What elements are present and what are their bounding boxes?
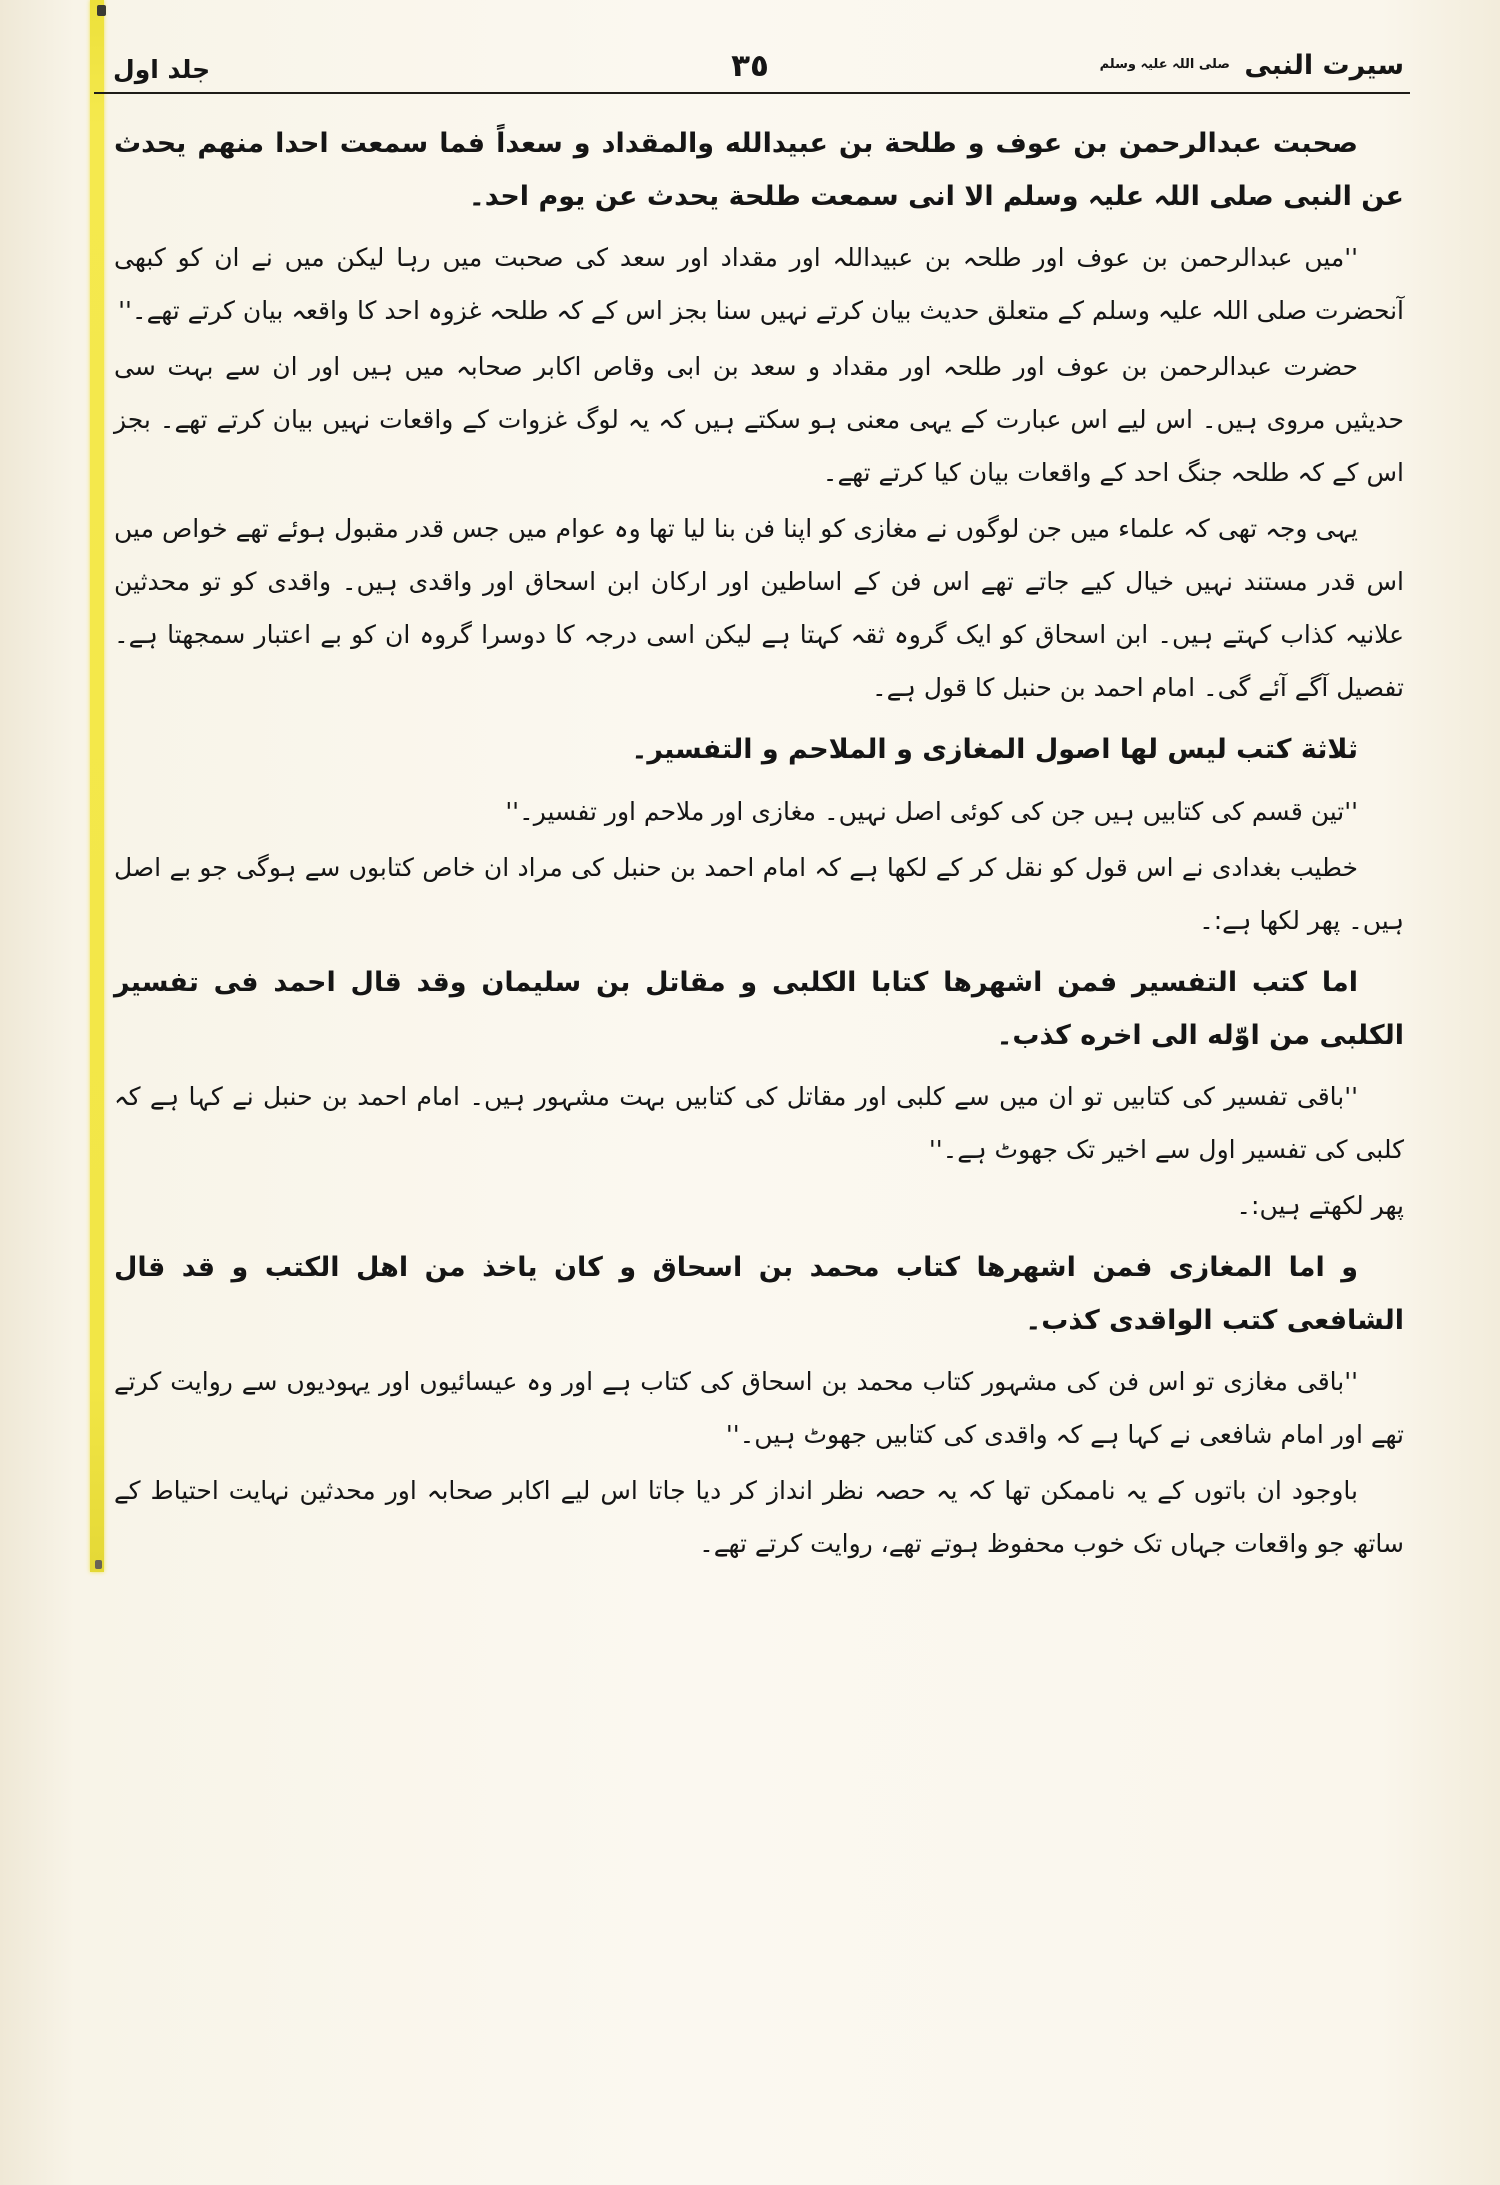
paragraph-arabic-quote: ثلاثة کتب لیس لها اصول المغازی و الملاحم و التفسیر۔ [631, 734, 1358, 766]
scan-artifact-top [97, 5, 106, 16]
paragraph-urdu-translation: ''باقی تفسیر کی کتابیں تو ان میں سے کلبی اور مقاتل کی کتابیں بہت مشہور ہیں۔ امام احمد بن حنبل نے کہا ہے کہ کلبی کی تفسیر اول سے اخیر تک جھوٹ ہے۔'' [114, 1082, 1404, 1165]
paragraph-urdu-translation: ''تین قسم کی کتابیں ہیں جن کی کوئی اصل نہیں۔ مغازی اور ملاحم اور تفسیر۔'' [505, 796, 1358, 826]
paragraph-urdu-text: خطیب بغدادی نے اس قول کو نقل کر کے لکھا ہے کہ امام احمد بن حنبل کی مراد ان خاص کتابوں سے ہوگی جو بے اصل ہیں۔ پھر لکھا ہے:۔ [114, 852, 1404, 935]
paragraph-urdu-lead-in: پھر لکھتے ہیں:۔ [1236, 1191, 1404, 1221]
binding-highlight-strip [90, 0, 104, 1572]
honorific-mark: صلی اللہ علیہ وسلم [1099, 57, 1230, 72]
book-title-text: سیرت النبی [1244, 50, 1404, 81]
paragraph-urdu-text: یہی وجہ تھی کہ علماء میں جن لوگوں نے مغازی کو اپنا فن بنا لیا تھا وہ عوام میں جس قدر مقبول ہوئے تھے خواص میں اس قدر مستند نہیں خیال کیے جاتے تھے اس فن کے اساطین اور ارکان ابن اسحاق اور واقدی ہیں۔ واقدی کو تو محدثین علانیہ کذاب کہتے ہیں۔ ابن اسحاق کو ایک گروہ ثقہ کہتا ہے لیکن اسی درجہ کا دوسرا گروہ ان کو بے اعتبار سمجھتا ہے۔ تفصیل آگے آئے گی۔ امام احمد بن حنبل کا قول ہے۔ [114, 514, 1404, 703]
header-divider [94, 92, 1410, 94]
paragraph-urdu-translation: ''باقی مغازی تو اس فن کی مشہور کتاب محمد بن اسحاق کی کتاب ہے اور وہ عیسائیوں اور یہودیوں سے روایت کرتے تھے اور امام شافعی نے کہا ہے کہ واقدی کی کتابیں جھوٹ ہیں۔'' [114, 1367, 1404, 1450]
volume-label: جلد اول [113, 55, 211, 84]
scan-artifact-bottom [95, 1560, 102, 1569]
paragraph-urdu-translation: ''میں عبدالرحمن بن عوف اور طلحہ بن عبیداللہ اور مقداد اور سعد کی صحبت میں رہا لیکن میں نے ان کو کبھی آنحضرت صلی اللہ علیہ وسلم کے متعلق حدیث بیان کرتے نہیں سنا بجز اس کے کہ طلحہ غزوہ احد کا واقعہ بیان کرتے تھے۔'' [114, 243, 1404, 326]
paragraph-arabic-quote: صحبت عبدالرحمن بن عوف و طلحة بن عبیدالله والمقداد و سعداً فما سمعت احدا منهم یحدث عن النبی صلی اللہ علیہ وسلم الا انی سمعت طلحة یحدث عن یوم احد۔ [114, 128, 1404, 212]
paragraph-urdu-text: باوجود ان باتوں کے یہ ناممکن تھا کہ یہ حصہ نظر انداز کر دیا جاتا اس لیے اکابر صحابہ اور محدثین نہایت احتیاط کے ساتھ جو واقعات جہاں تک خوب محفوظ ہوتے تھے، روایت کرتے تھے۔ [114, 1476, 1404, 1559]
page-number: ٣٥ [731, 48, 769, 84]
paragraph-arabic-quote: اما کتب التفسیر فمن اشهرها کتابا الکلبی و مقاتل بن سلیمان وقد قال احمد فی تفسیر الکلبی من اوّله الی اخره کذب۔ [114, 966, 1404, 1051]
paragraph-arabic-quote: و اما المغازی فمن اشهرها کتاب محمد بن اسحاق و کان یاخذ من اهل الکتب و قد قال الشافعی کتب الواقدی کذب۔ [114, 1252, 1404, 1336]
page-body-text [114, 108, 1404, 1573]
paragraph-urdu-text: حضرت عبدالرحمن بن عوف اور طلحہ اور مقداد و سعد بن ابی وقاص اکابر صحابہ میں ہیں اور ان سے بہت سی حدیثیں مروی ہیں۔ اس لیے اس عبارت کے یہی معنی ہو سکتے ہیں کہ یہ لوگ غزوات کے واقعات نہیں بیان کرتے تھے۔ بجز اس کے کہ طلحہ جنگ احد کے واقعات بیان کیا کرتے تھے۔ [114, 352, 1404, 488]
